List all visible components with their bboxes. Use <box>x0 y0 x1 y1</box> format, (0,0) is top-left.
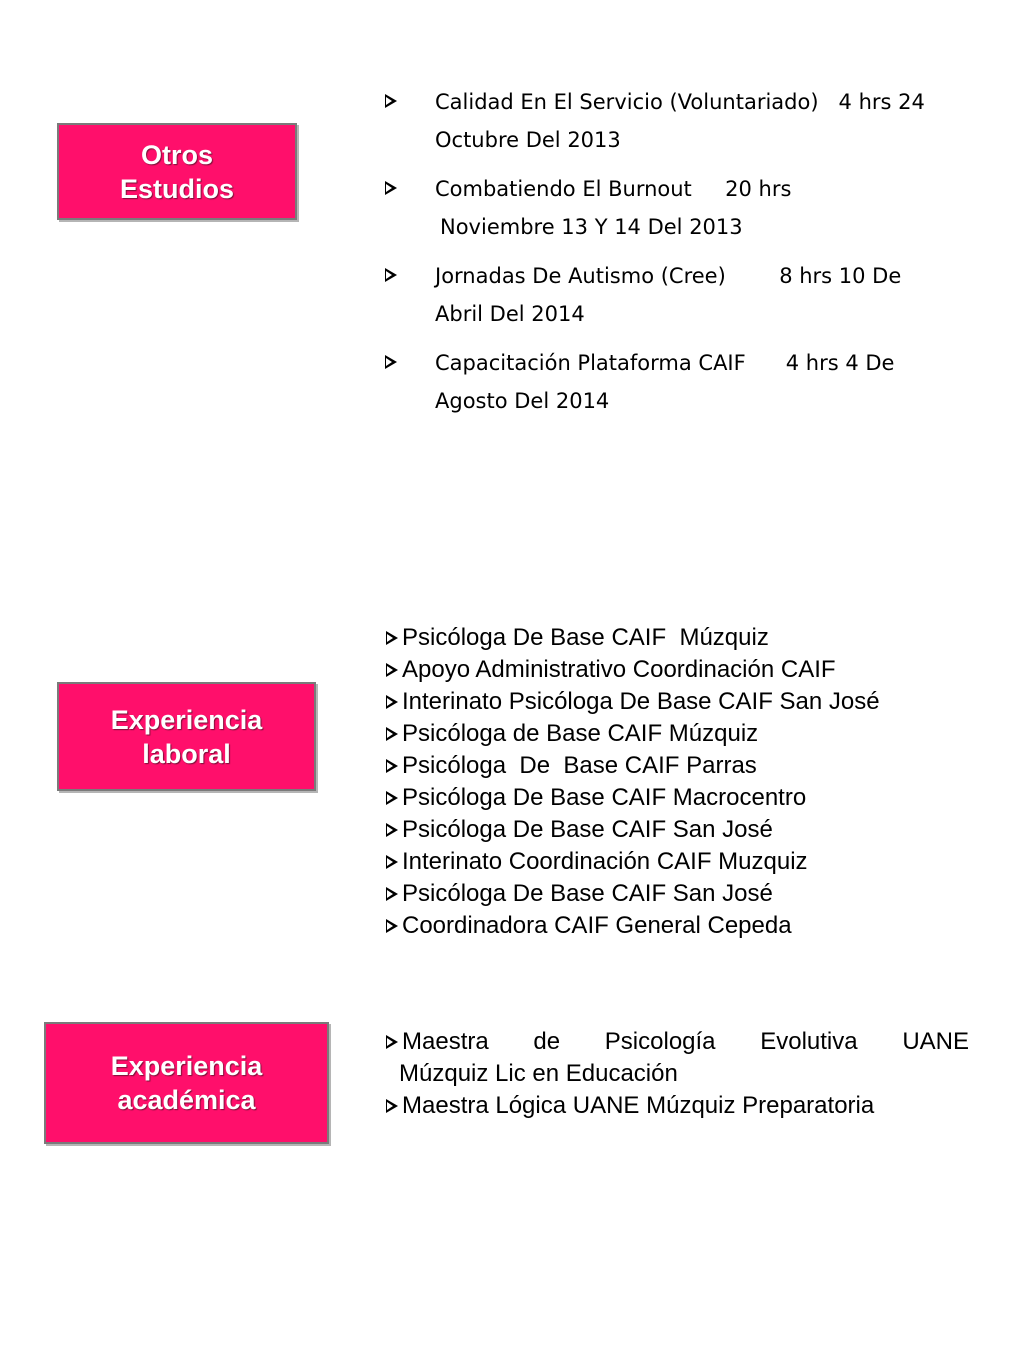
list-item <box>383 344 983 431</box>
course-title: Jornadas De Autismo (Cree) 8 hrs 10 De <box>435 264 902 288</box>
list-item <box>383 910 983 942</box>
experiencia-academica-label-box <box>44 1022 329 1144</box>
teaching-entry: Maestra Lógica UANE Múzquiz Preparatoria <box>402 1092 875 1119</box>
list-item <box>383 1090 969 1122</box>
arrow-bullet-icon <box>386 1035 398 1049</box>
arrow-bullet-icon <box>385 94 397 108</box>
arrow-bullet-icon <box>386 855 398 869</box>
course-title: Calidad En El Servicio (Voluntariado) 4 hrs 24 <box>435 90 925 114</box>
job-title: Psicóloga De Base CAIF Múzquiz <box>402 624 769 651</box>
list-item <box>383 257 983 344</box>
course-date: Octubre Del 2013 <box>435 128 621 152</box>
list-item <box>383 782 983 814</box>
otros-estudios-list <box>383 83 983 431</box>
experiencia-laboral-label-box <box>57 682 316 791</box>
list-item <box>383 686 983 718</box>
list-item <box>383 750 983 782</box>
arrow-bullet-icon <box>386 695 398 709</box>
list-item <box>383 170 983 257</box>
job-title: Psicóloga De Base CAIF San José <box>402 880 773 907</box>
list-item <box>383 814 983 846</box>
job-title: Psicóloga De Base CAIF Parras <box>402 752 757 779</box>
list-item <box>383 878 983 910</box>
arrow-bullet-icon <box>386 759 398 773</box>
job-title: Interinato Coordinación CAIF Muzquiz <box>402 848 808 875</box>
list-item <box>383 718 983 750</box>
teaching-entry-line-1: Maestra de Psicología Evolutiva UANE <box>402 1028 969 1055</box>
experiencia-laboral-label: Experiencia laboral <box>110 704 263 769</box>
arrow-bullet-icon <box>386 727 398 741</box>
arrow-bullet-icon <box>386 919 398 933</box>
course-date: Abril Del 2014 <box>435 302 585 326</box>
list-item <box>383 654 983 686</box>
arrow-bullet-icon <box>386 887 398 901</box>
job-title: Interinato Psicóloga De Base CAIF San José <box>402 688 880 715</box>
list-item <box>383 622 983 654</box>
teaching-entry <box>383 1026 969 1090</box>
job-title: Psicóloga de Base CAIF Múzquiz <box>402 720 759 747</box>
arrow-bullet-icon <box>386 823 398 837</box>
arrow-bullet-icon <box>386 663 398 677</box>
course-date: Agosto Del 2014 <box>435 389 610 413</box>
job-title: Psicóloga De Base CAIF Macrocentro <box>402 784 807 811</box>
otros-estudios-label-box <box>57 123 297 220</box>
arrow-bullet-icon <box>386 791 398 805</box>
teaching-entry-line-2: Múzquiz Lic en Educación <box>399 1060 678 1087</box>
list-item <box>383 83 983 170</box>
experiencia-academica-label: Experiencia académica <box>110 1051 263 1115</box>
otros-estudios-label: Otros Estudios <box>119 139 234 204</box>
list-item <box>383 846 983 878</box>
job-title: Coordinadora CAIF General Cepeda <box>402 912 792 939</box>
arrow-bullet-icon <box>386 1099 398 1113</box>
course-title: Combatiendo El Burnout 20 hrs <box>435 177 792 201</box>
arrow-bullet-icon <box>385 268 397 282</box>
experiencia-academica-list <box>383 1026 969 1122</box>
experiencia-laboral-list <box>383 622 983 942</box>
course-title: Capacitación Plataforma CAIF 4 hrs 4 De <box>435 351 895 375</box>
arrow-bullet-icon <box>385 181 397 195</box>
job-title: Apoyo Administrativo Coordinación CAIF <box>402 656 836 683</box>
job-title: Psicóloga De Base CAIF San José <box>402 816 773 843</box>
arrow-bullet-icon <box>385 355 397 369</box>
arrow-bullet-icon <box>386 631 398 645</box>
list-item <box>383 1026 969 1090</box>
course-date: Noviembre 13 Y 14 Del 2013 <box>440 215 743 239</box>
